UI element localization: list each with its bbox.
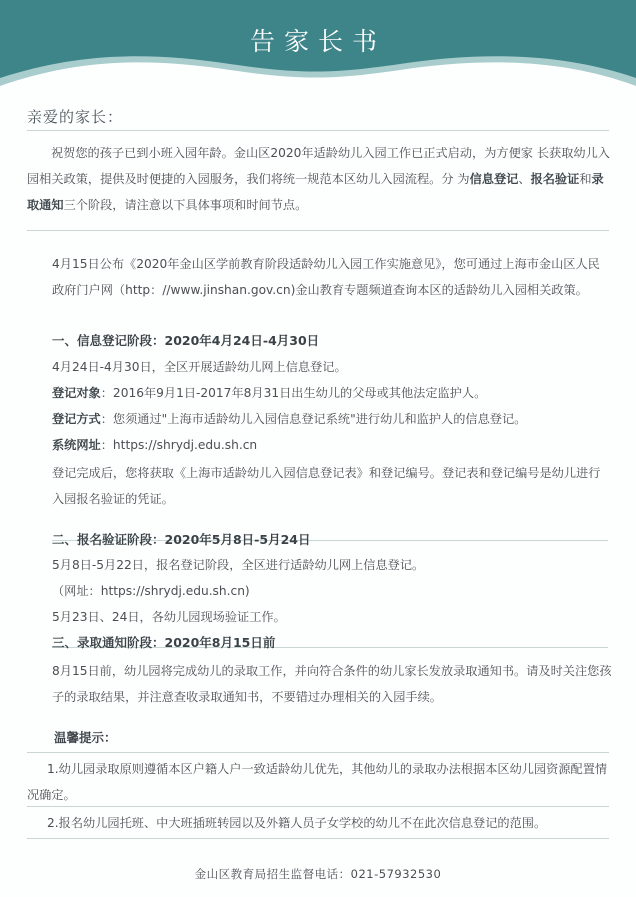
tips-divider-3 [27,838,609,839]
notice-paragraph: 4月15日公布《2020年金山区学前教育阶段适龄幼儿入园工作实施意见》，您可通过上海市金山区人民政府门户网（http：//www.jinshan.gov.cn)金山教育专题频道查询本区的适龄幼儿入园相关政策。 [52,257,600,297]
header-banner [0,0,636,95]
stage2-line2: （网址：https://shrydj.edu.sh.cn) [52,584,250,598]
stage1-method: 登记方式：您须通过"上海市适龄幼儿入园信息登记系统"进行幼儿和监护人的信息登记。 [52,412,527,426]
stage1-after: 登记完成后，您将获取《上海市适龄幼儿入园信息登记表》和登记编号。登记表和登记编号是幼儿进行入园报名验证的凭证。 [52,466,601,506]
stage1-target: 登记对象：2016年9月1日-2017年8月31日出生幼儿的父母或其他法定监护人。 [52,386,487,400]
tips-item1: 1.幼儿园录取原则遵循本区户籍人户一致适龄幼儿优先，其他幼儿的录取办法根据本区幼儿园资源配置情况确定。 [27,762,608,802]
tips-divider [27,752,609,753]
greeting-divider [27,130,609,131]
stage3-title: 三、录取通知阶段：2020年8月15日前 [52,635,276,650]
intro-paragraph: 祝贺您的孩子已到小班入园年龄。金山区2020年适龄幼儿入园工作已正式启动，为方便家 长获取幼儿入园相关政策，提供及时便捷的入园服务，我们将统一规范本区幼儿入园流程。分 为信息登记、报名验证和录取通知三个阶段，请注意以下具体事项和时间节点。 [27,146,610,212]
tips-title: 温馨提示： [54,730,117,745]
stage2-title: 二、报名验证阶段：2020年5月8日-5月24日 [52,532,311,547]
stage1-site: 系统网址：https://shrydj.edu.sh.cn [52,438,258,452]
footer-contact: 金山区教育局招生监督电话：021-57932530 [194,867,442,881]
stage1-title: 一、信息登记阶段：2020年4月24日-4月30日 [52,333,320,348]
stage3-text: 8月15日前，幼儿园将完成幼儿的录取工作，并向符合条件的幼儿家长发放录取通知书。请及时关注您孩子的录取结果，并注意查收录取通知书，不要错过办理相关的入园手续。 [52,664,612,704]
tips-divider-2 [27,806,609,807]
page-title: 告家长书 [249,27,386,56]
intro-divider [27,230,609,231]
greeting: 亲爱的家长： [27,108,124,126]
stage1-line1: 4月24日-4月30日，全区开展适龄幼儿网上信息登记。 [52,360,347,374]
stage2-line3: 5月23日、24日，各幼儿园现场验证工作。 [52,610,286,624]
stage2-line1: 5月8日-5月22日，报名登记阶段，全区进行适龄幼儿网上信息登记。 [52,558,425,572]
tips-item2: 2.报名幼儿园托班、中大班插班转园以及外籍人员子女学校的幼儿不在此次信息登记的范围。 [47,816,547,830]
